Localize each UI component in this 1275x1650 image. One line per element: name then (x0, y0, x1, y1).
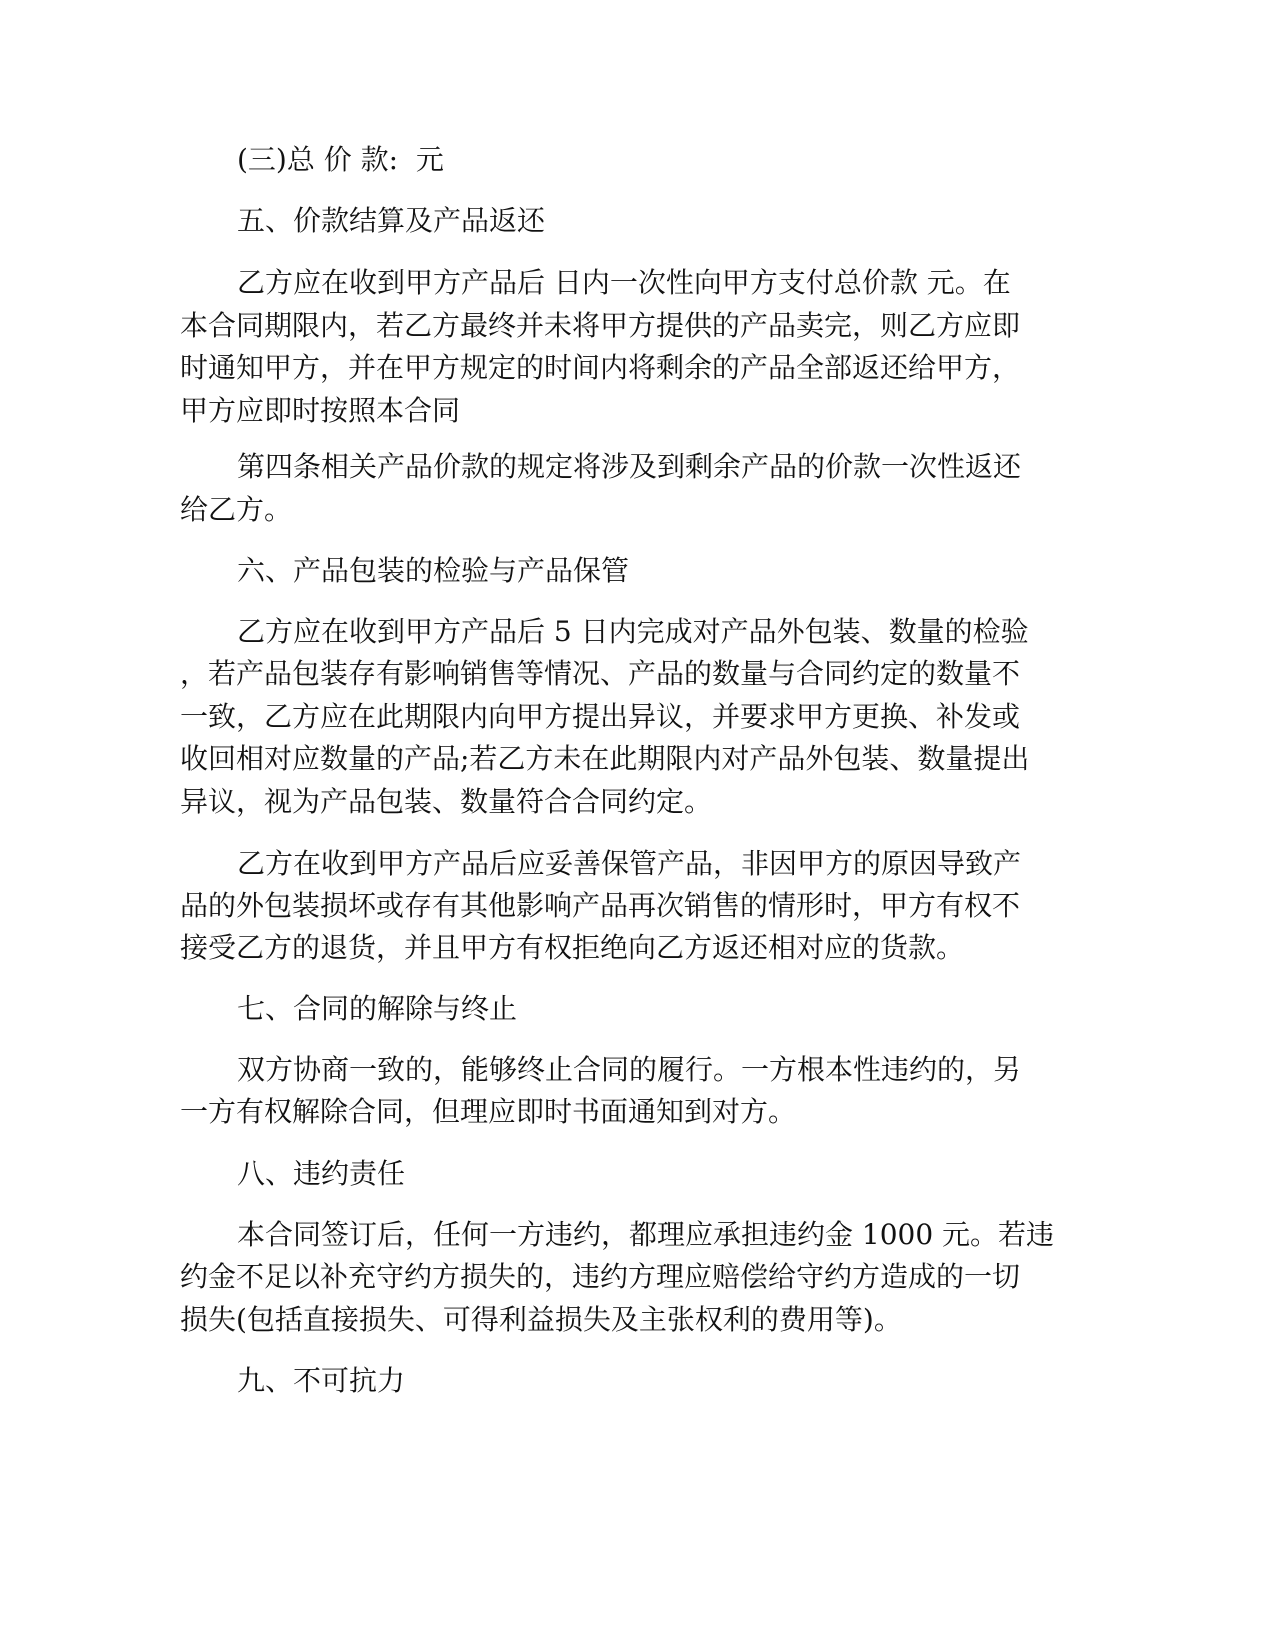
paragraph-line: 收回相对应数量的产品;若乙方未在此期限内对产品外包装、数量提出 (180, 742, 1030, 775)
paragraph-line: 一方有权解除合同，但理应即时书面通知到对方。 (180, 1095, 797, 1128)
paragraph-line: 一致，乙方应在此期限内向甲方提出异议，并要求甲方更换、补发或 (180, 700, 1021, 733)
section-six-heading: 六、产品包装的检验与产品保管 (237, 554, 630, 587)
paragraph-line: 时通知甲方，并在甲方规定的时间内将剩余的产品全部返还给甲方， (180, 351, 1021, 384)
paragraph-line: 双方协商一致的，能够终止合同的履行。一方根本性违约的，另 (237, 1053, 1022, 1086)
paragraph-line: 给乙方。 (180, 493, 293, 526)
price-total-line: (三)总 价 款: 元 (237, 143, 444, 176)
section-five-heading: 五、价款结算及产品返还 (237, 204, 546, 237)
paragraph-line: 品的外包装损坏或存有其他影响产品再次销售的情形时，甲方有权不 (180, 889, 1021, 922)
section-seven-heading: 七、合同的解除与终止 (237, 992, 518, 1025)
paragraph-line: 乙方应在收到甲方产品后 日内一次性向甲方支付总价款 元。在 (237, 266, 1011, 299)
paragraph-line: 异议，视为产品包装、数量符合合同约定。 (180, 785, 713, 818)
paragraph-line: 甲方应即时按照本合同 (180, 394, 461, 427)
paragraph-line: ，若产品包装存有影响销售等情况、产品的数量与合同约定的数量不 (180, 657, 1021, 690)
paragraph-line: 损失(包括直接损失、可得利益损失及主张权利的费用等)。 (180, 1303, 902, 1336)
paragraph-line: 乙方在收到甲方产品后应妥善保管产品，非因甲方的原因导致产 (237, 847, 1022, 880)
paragraph-line: 本合同签订后，任何一方违约，都理应承担违约金 1000 元。若违 (237, 1218, 1055, 1251)
paragraph-line: 本合同期限内，若乙方最终并未将甲方提供的产品卖完，则乙方应即 (180, 309, 1021, 342)
section-eight-heading: 八、违约责任 (237, 1157, 406, 1190)
section-nine-heading: 九、不可抗力 (237, 1364, 406, 1397)
paragraph-line: 约金不足以补充守约方损失的，违约方理应赔偿给守约方造成的一切 (180, 1260, 1021, 1293)
paragraph-line: 接受乙方的退货，并且甲方有权拒绝向乙方返还相对应的货款。 (180, 931, 965, 964)
paragraph-line: 乙方应在收到甲方产品后 5 日内完成对产品外包装、数量的检验 (237, 615, 1029, 648)
paragraph-line: 第四条相关产品价款的规定将涉及到剩余产品的价款一次性返还 (237, 450, 1022, 483)
